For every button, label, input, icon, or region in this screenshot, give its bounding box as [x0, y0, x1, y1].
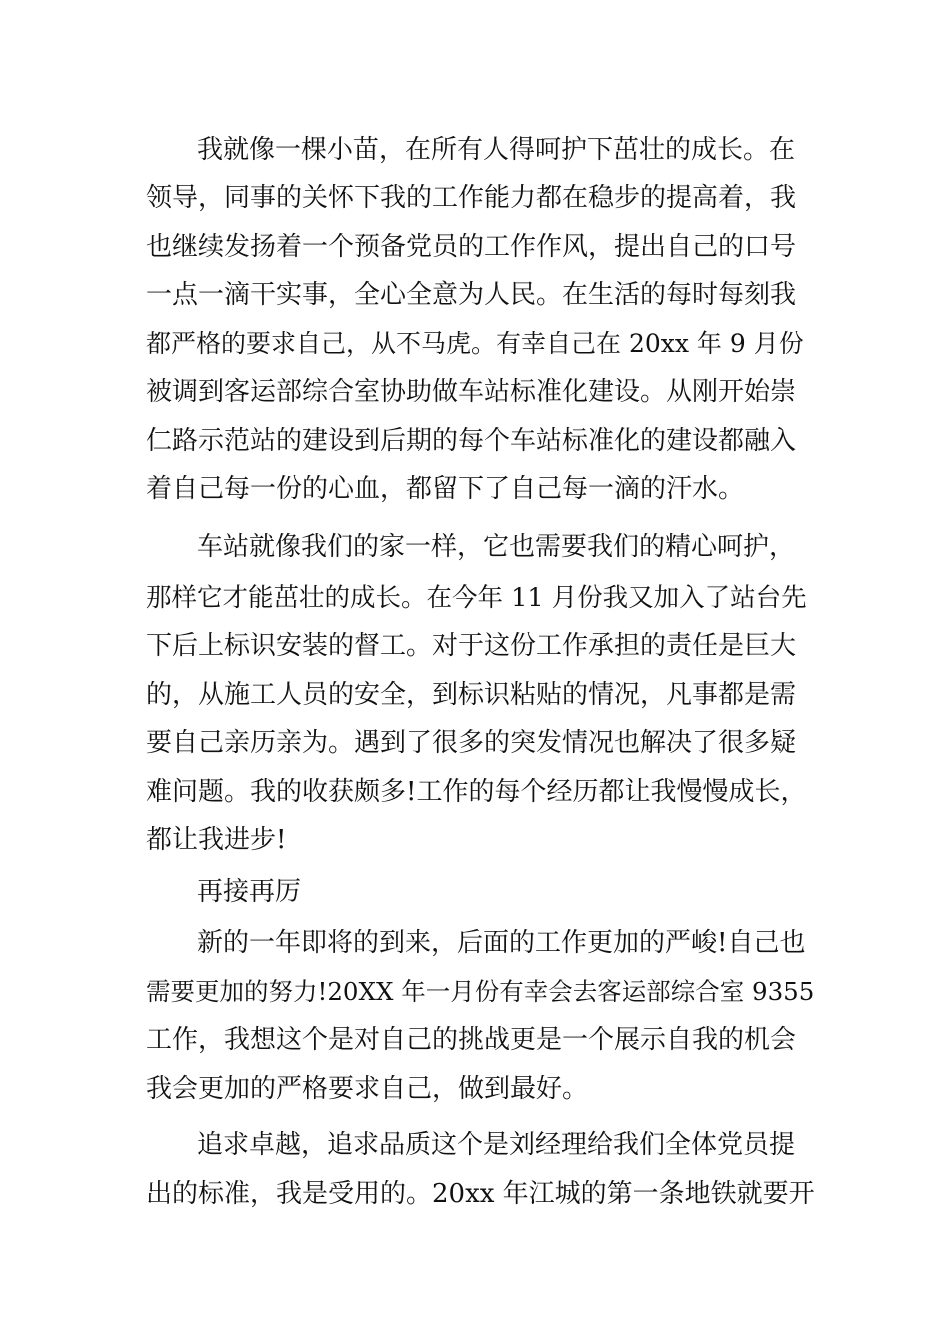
text-line: 的，从施工人员的安全，到标识粘贴的情况，凡事都是需 — [146, 680, 797, 710]
section-heading: 再接再厉 — [197, 877, 302, 907]
text-line: 我会更加的严格要求自己，做到最好。 — [146, 1074, 589, 1104]
text-line: 都让我进步! — [146, 825, 287, 855]
text-line: 要自己亲历亲为。遇到了很多的突发情况也解决了很多疑 — [146, 728, 797, 758]
text-line: 追求卓越，追求品质这个是刘经理给我们全体党员提 — [197, 1130, 796, 1160]
text-line: 那样它才能茁壮的成长。在今年 11 月份我又加入了站台先 — [146, 583, 807, 613]
text-line: 需要更加的努力!20XX 年一月份有幸会去客运部综合室 9355 — [146, 977, 815, 1006]
text-line: 被调到客运部综合室协助做车站标准化建设。从刚开始崇 — [146, 377, 797, 407]
text-line: 新的一年即将的到来，后面的工作更加的严峻!自己也 — [197, 928, 806, 958]
text-line: 难问题。我的收获颇多!工作的每个经历都让我慢慢成长， — [146, 777, 807, 807]
text-line: 工作，我想这个是对自己的挑战更是一个展示自我的机会 — [146, 1025, 797, 1055]
text-line: 一点一滴干实事，全心全意为人民。在生活的每时每刻我 — [146, 280, 797, 310]
text-line: 下后上标识安装的督工。对于这份工作承担的责任是巨大 — [146, 631, 797, 661]
text-line: 车站就像我们的家一样，它也需要我们的精心呵护， — [197, 532, 796, 562]
text-line: 也继续发扬着一个预备党员的工作作风，提出自己的口号 — [146, 232, 797, 262]
text-line: 我就像一棵小苗，在所有人得呵护下茁壮的成长。在 — [197, 135, 796, 165]
text-line: 都严格的要求自己，从不马虎。有幸自己在 20xx 年 9 月份 — [146, 329, 804, 358]
text-line: 仁路示范站的建设到后期的每个车站标准化的建设都融入 — [146, 426, 797, 456]
text-line: 着自己每一份的心血，都留下了自己每一滴的汗水。 — [146, 474, 745, 504]
text-line: 出的标准，我是受用的。20xx 年江城的第一条地铁就要开 — [146, 1179, 815, 1209]
text-line: 领导，同事的关怀下我的工作能力都在稳步的提高着，我 — [146, 183, 797, 213]
